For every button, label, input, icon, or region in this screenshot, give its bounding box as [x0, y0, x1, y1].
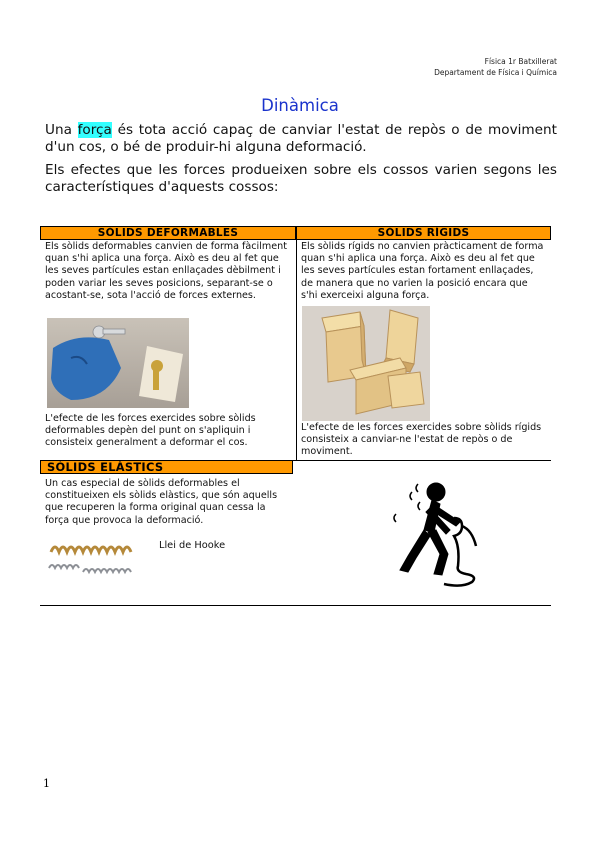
page-number: 1 — [43, 777, 50, 790]
rigids-heading: SÒLIDS RÍGIDS — [296, 226, 551, 240]
intro-paragraph-2: Els efectes que les forces produeixen sobre els cossos varien segons les característiques d'aquests cossos: — [45, 162, 557, 195]
header-course: Física 1r Batxillerat — [484, 57, 557, 66]
page-title: Dinàmica — [261, 96, 339, 115]
hooke-label: Llei de Hooke — [159, 540, 226, 551]
springs-image — [45, 532, 137, 580]
deformables-heading: SÒLIDS DEFORMABLES — [40, 226, 296, 240]
elastics-text: Un cas especial de sòlids deformables el constitueixen els sòlids elàstics, que són aquells que recuperen la forma original quan cessa la força que provoca la deformació. — [45, 478, 278, 526]
document-header — [434, 56, 557, 78]
deformables-photo — [47, 318, 189, 408]
column-divider — [296, 240, 297, 460]
rigids-photo — [302, 306, 430, 421]
highlighted-term: força — [77, 122, 112, 138]
intro-paragraph-1 — [45, 122, 557, 156]
rigids-caption: L'efecte de les forces exercides sobre sòlids rígids consisteix a canviar-ne l'estat de repòs o de moviment. — [301, 422, 542, 458]
elastics-heading: SÒLIDS ELÀSTICS — [40, 460, 293, 474]
intro-definition: és tota acció capaç de canviar l'estat de repòs o de moviment d'un cos, o bé de produir-hi alguna deformació. — [45, 122, 557, 155]
intro-word: Una — [45, 122, 72, 138]
rigids-text: Els sòlids rígids no canvien pràcticament de forma quan s'hi aplica una força. Això es deu al fet que les seves partícules estan fortament enllaçades, de manera que no varien la posició encara que s'hi exerceixi alguna força. — [301, 241, 544, 301]
figure-pushing-illustration — [390, 478, 490, 588]
header-department: Departament de Física i Química — [434, 68, 557, 77]
table-bottom-rule — [40, 605, 551, 606]
deformables-text: Els sòlids deformables canvien de forma fàcilment quan s'hi aplica una força. Això es deu al fet que les seves partícules estan enllaçades dèbilment i poden variar les seves posicions, separant-se o acostant-se, sota l'acció de forces externes. — [45, 241, 287, 301]
deformables-caption: L'efecte de les forces exercides sobre sòlids deformables depèn del punt on s'apliquin i consisteix generalment a deformar el cos. — [45, 413, 256, 449]
